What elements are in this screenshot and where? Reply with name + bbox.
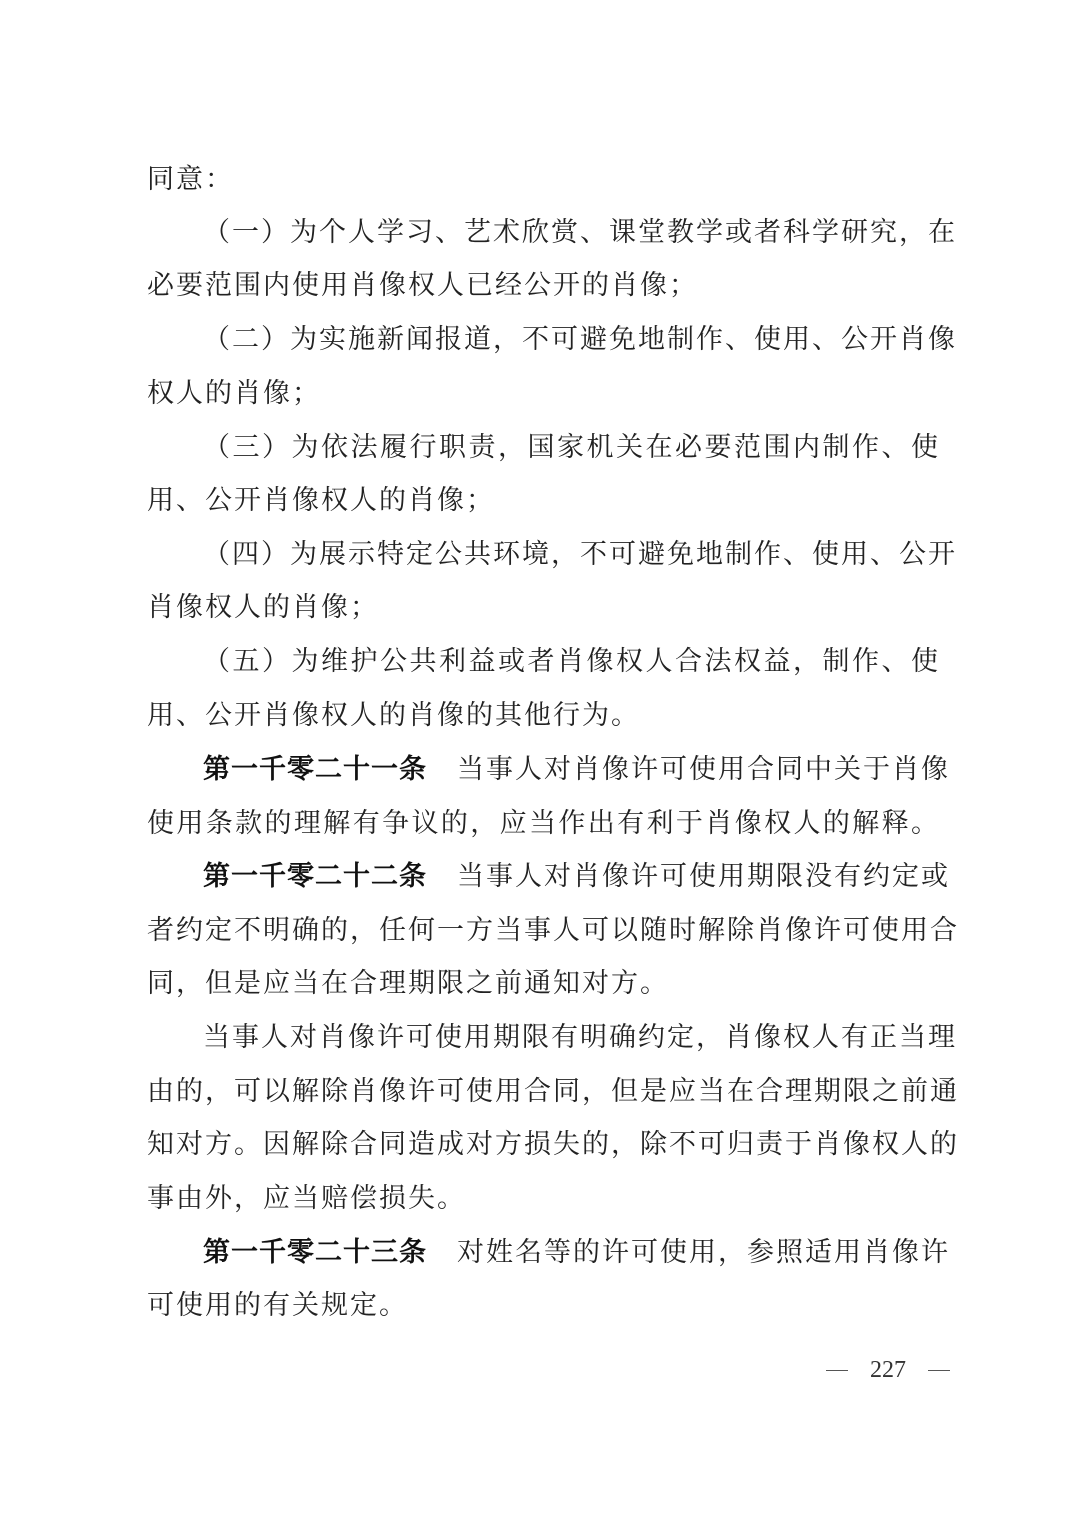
page-number-dash-right bbox=[928, 1370, 950, 1371]
text-line: （一）为个人学习、艺术欣赏、课堂教学或者科学研究，在 bbox=[203, 217, 957, 248]
text-line: 必要范围内使用肖像权人已经公开的肖像； bbox=[147, 270, 698, 301]
page-number-dash-left bbox=[826, 1370, 848, 1371]
text-line: 用、公开肖像权人的肖像的其他行为。 bbox=[147, 700, 640, 731]
text-line: 事由外，应当赔偿损失。 bbox=[147, 1183, 466, 1214]
article-text: 对姓名等的许可使用，参照适用肖像许 bbox=[457, 1237, 950, 1268]
text-line: 使用条款的理解有争议的，应当作出有利于肖像权人的解释。 bbox=[147, 808, 940, 839]
text-line: （二）为实施新闻报道，不可避免地制作、使用、公开肖像 bbox=[203, 324, 957, 355]
text-line: 同意： bbox=[147, 164, 234, 195]
article-number: 第一千零二十二条 bbox=[203, 861, 427, 892]
text-line: （五）为维护公共利益或者肖像权人合法权益，制作、使 bbox=[203, 646, 940, 677]
text-line: 用、公开肖像权人的肖像； bbox=[147, 485, 495, 516]
article-line bbox=[203, 857, 950, 897]
article-text: 当事人对肖像许可使用合同中关于肖像 bbox=[457, 754, 950, 785]
article-number: 第一千零二十三条 bbox=[203, 1237, 427, 1268]
article-number: 第一千零二十一条 bbox=[203, 754, 427, 785]
article-line bbox=[203, 750, 950, 790]
text-line: 者约定不明确的，任何一方当事人可以随时解除肖像许可使用合 bbox=[147, 915, 959, 946]
text-line: 当事人对肖像许可使用期限有明确约定，肖像权人有正当理 bbox=[203, 1022, 957, 1053]
text-line: 肖像权人的肖像； bbox=[147, 592, 379, 623]
page-number bbox=[826, 1350, 950, 1390]
text-line: 同，但是应当在合理期限之前通知对方。 bbox=[147, 968, 669, 999]
text-line: 知对方。因解除合同造成对方损失的，除不可归责于肖像权人的 bbox=[147, 1129, 959, 1160]
text-line: 可使用的有关规定。 bbox=[147, 1290, 408, 1321]
article-text: 当事人对肖像许可使用期限没有约定或 bbox=[457, 861, 950, 892]
text-line: （四）为展示特定公共环境，不可避免地制作、使用、公开 bbox=[203, 539, 957, 570]
article-line bbox=[203, 1233, 950, 1273]
text-line: （三）为依法履行职责，国家机关在必要范围内制作、使 bbox=[203, 432, 940, 463]
text-line: 由的，可以解除肖像许可使用合同，但是应当在合理期限之前通 bbox=[147, 1076, 959, 1107]
text-line: 权人的肖像； bbox=[147, 378, 321, 409]
page-number-value: 227 bbox=[870, 1357, 906, 1383]
